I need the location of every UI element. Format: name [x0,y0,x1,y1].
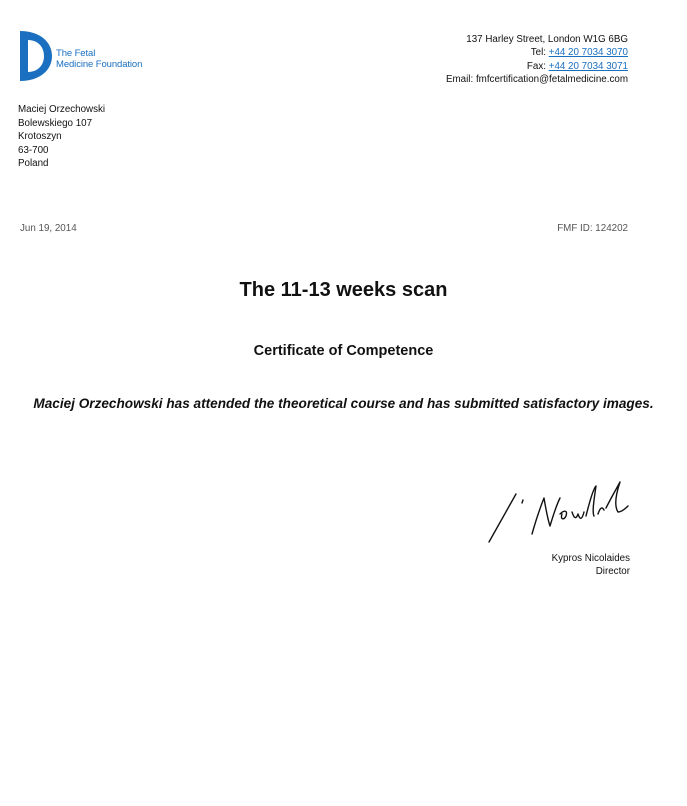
fax-link[interactable]: +44 20 7034 3071 [548,60,628,72]
tel-link[interactable]: +44 20 7034 3070 [548,47,628,59]
email-label: Email: [445,74,474,86]
recipient-country: Poland [18,158,49,170]
fmf-logo-icon [18,28,54,84]
contact-tel-line [446,46,628,59]
contact-fax-line [446,60,628,73]
fmf-logo [18,28,148,84]
certificate-subtitle: Certificate of Competence [253,343,434,359]
fmf-id: FMF ID: 124202 [557,223,628,234]
logo-text-line2: Medicine Foundation [56,59,143,70]
recipient-postcode: 63-700 [18,144,49,156]
tel-label: Tel: [530,47,546,59]
recipient-city: Krotoszyn [18,131,62,143]
certificate-statement: Maciej Orzechowski has attended the theoretical course and has submitted satisfactory images. [33,396,654,411]
signer-role: Director [595,566,630,578]
signer-block [552,552,630,579]
contact-address: 137 Harley Street, London W1G 6BG [466,34,628,45]
email-value: fmfcertification@fetalmedicine.com [475,74,628,86]
recipient-street: Bolewskiego 107 [18,117,93,129]
recipient-address [18,103,105,171]
recipient-name: Maciej Orzechowski [18,104,106,115]
signature-image [486,476,631,551]
issue-date: Jun 19, 2014 [20,223,77,234]
signer-name: Kypros Nicolaides [551,553,630,564]
contact-block [446,33,628,87]
fax-label: Fax: [526,60,546,72]
logo-text [56,48,142,70]
logo-text-line1: The Fetal [56,48,96,59]
contact-email-line [446,73,628,86]
certificate-title: The 11-13 weeks scan [239,279,448,301]
